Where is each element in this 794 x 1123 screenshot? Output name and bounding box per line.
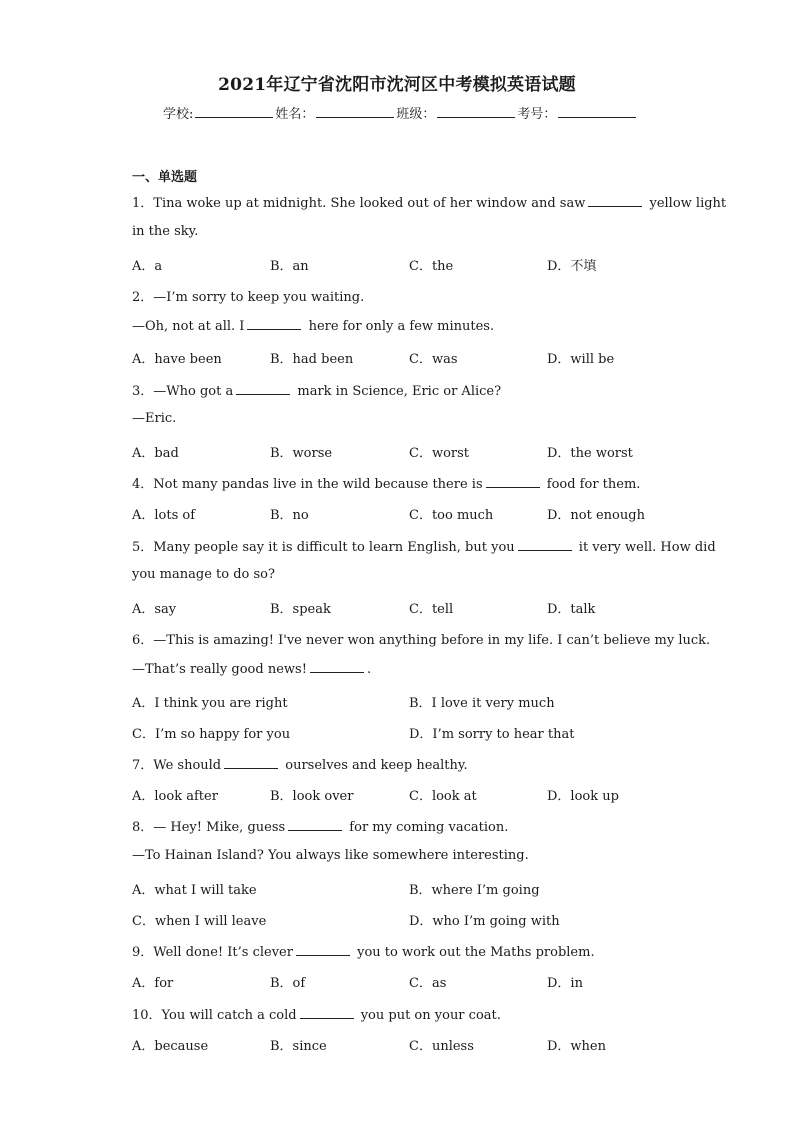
question-5-line-2 xyxy=(132,567,275,582)
question-8-line-1 xyxy=(132,816,508,835)
question-text: . xyxy=(366,662,372,677)
answer-blank xyxy=(486,475,540,488)
question-6-option-c[interactable]: C．I’m so happy for you xyxy=(132,727,291,742)
question-7-option-b[interactable]: B．look over xyxy=(270,789,354,804)
question-4-option-d[interactable]: D．not enough xyxy=(547,508,645,523)
question-6-line-2 xyxy=(132,660,371,677)
answer-blank xyxy=(310,660,364,673)
id-field[interactable] xyxy=(558,103,636,118)
question-text: in the sky. xyxy=(132,224,199,239)
question-10-option-c[interactable]: C．unless xyxy=(409,1039,474,1054)
question-5-option-c[interactable]: C．tell xyxy=(409,602,454,617)
question-6-option-b[interactable]: B．I love it very much xyxy=(409,696,555,711)
question-9-line-1 xyxy=(132,941,595,960)
question-7-option-c[interactable]: C．look at xyxy=(409,789,477,804)
question-9-option-a[interactable]: A．for xyxy=(132,976,174,991)
question-text: you put on your coat. xyxy=(356,1008,501,1023)
question-9-option-d[interactable]: D．in xyxy=(547,976,583,991)
answer-blank xyxy=(236,382,290,395)
question-text: you to work out the Maths problem. xyxy=(352,945,595,960)
question-9-option-c[interactable]: C．as xyxy=(409,976,447,991)
question-10-option-d[interactable]: D．when xyxy=(547,1039,606,1054)
class-label: 班级： xyxy=(396,107,436,122)
page-title: 2021年辽宁省沈阳市沈河区中考模拟英语试题 xyxy=(218,75,576,95)
question-text: food for them. xyxy=(542,477,641,492)
question-2-line-2 xyxy=(132,317,494,334)
question-text: 4．Not many pandas live in the wild because there is xyxy=(132,477,483,492)
question-3-line-2 xyxy=(132,411,176,426)
answer-blank xyxy=(288,818,342,831)
answer-blank xyxy=(300,1006,354,1019)
question-text: —To Hainan Island? You always like somewhere interesting. xyxy=(132,848,529,863)
answer-blank xyxy=(247,317,301,330)
question-text: 1．Tina woke up at midnight. She looked out of her window and saw xyxy=(132,196,586,211)
question-8-line-2 xyxy=(132,848,529,863)
question-text: yellow light xyxy=(645,196,727,211)
answer-blank xyxy=(518,538,572,551)
question-2-option-b[interactable]: B．had been xyxy=(270,352,354,367)
question-5-option-d[interactable]: D．talk xyxy=(547,602,596,617)
question-4-option-b[interactable]: B．no xyxy=(270,508,309,523)
question-3-line-1 xyxy=(132,380,501,399)
question-4-line-1 xyxy=(132,473,640,492)
student-info-row xyxy=(163,103,638,122)
question-4-option-a[interactable]: A．lots of xyxy=(132,508,196,523)
question-text: here for only a few minutes. xyxy=(304,319,495,334)
question-1-option-d[interactable]: D．不填 xyxy=(547,259,597,274)
question-8-option-d[interactable]: D．who I’m going with xyxy=(409,914,560,929)
section-heading: 一、单选题 xyxy=(132,170,198,185)
question-text: 2．—I’m sorry to keep you waiting. xyxy=(132,290,365,305)
question-6-line-1 xyxy=(132,629,710,648)
question-text: 6．—This is amazing! I've never won anything before in my life. I can’t believe my luck. xyxy=(132,633,711,648)
question-1-option-c[interactable]: C．the xyxy=(409,259,454,274)
question-text: 8．— Hey! Mike, guess xyxy=(132,820,286,835)
question-text: 10．You will catch a cold xyxy=(132,1008,297,1023)
school-field[interactable] xyxy=(195,103,273,118)
question-4-option-c[interactable]: C．too much xyxy=(409,508,494,523)
question-6-option-d[interactable]: D．I’m sorry to hear that xyxy=(409,727,575,742)
question-3-option-c[interactable]: C．worst xyxy=(409,446,470,461)
id-label: 考号： xyxy=(517,107,557,122)
question-10-option-b[interactable]: B．since xyxy=(270,1039,327,1054)
question-2-line-1 xyxy=(132,286,364,305)
question-5-option-b[interactable]: B．speak xyxy=(270,602,331,617)
question-2-option-d[interactable]: D．will be xyxy=(547,352,615,367)
answer-blank xyxy=(588,194,642,207)
question-text: for my coming vacation. xyxy=(345,820,509,835)
question-3-option-b[interactable]: B．worse xyxy=(270,446,333,461)
question-2-option-c[interactable]: C．was xyxy=(409,352,458,367)
question-7-line-1 xyxy=(132,754,468,773)
question-text: ourselves and keep healthy. xyxy=(281,758,468,773)
question-3-option-d[interactable]: D．the worst xyxy=(547,446,633,461)
question-text: —That’s really good news! xyxy=(132,662,307,677)
name-field[interactable] xyxy=(316,103,394,118)
answer-blank xyxy=(296,943,350,956)
question-text: it very well. How did xyxy=(574,540,716,555)
question-text: you manage to do so? xyxy=(132,567,275,582)
name-label: 姓名： xyxy=(275,107,315,122)
question-10-line-1 xyxy=(132,1004,501,1023)
school-label: 学校: xyxy=(163,107,194,122)
answer-blank xyxy=(224,756,278,769)
question-text: 9．Well done! It’s clever xyxy=(132,945,293,960)
question-8-option-a[interactable]: A．what I will take xyxy=(132,883,257,898)
question-text: 7．We should xyxy=(132,758,222,773)
class-field[interactable] xyxy=(437,103,515,118)
question-1-line-1 xyxy=(132,192,726,211)
question-text: mark in Science, Eric or Alice? xyxy=(293,384,502,399)
question-5-option-a[interactable]: A．say xyxy=(132,602,177,617)
question-text: —Oh, not at all. I xyxy=(132,319,245,334)
question-8-option-b[interactable]: B．where I’m going xyxy=(409,883,540,898)
question-text: —Eric. xyxy=(132,411,177,426)
question-9-option-b[interactable]: B．of xyxy=(270,976,306,991)
question-text: 3．—Who got a xyxy=(132,384,234,399)
question-5-line-1 xyxy=(132,536,716,555)
question-6-option-a[interactable]: A．I think you are right xyxy=(132,696,288,711)
question-7-option-a[interactable]: A．look after xyxy=(132,789,218,804)
question-7-option-d[interactable]: D．look up xyxy=(547,789,619,804)
question-text: 5．Many people say it is difficult to learn English, but you xyxy=(132,540,515,555)
question-2-option-a[interactable]: A．have been xyxy=(132,352,222,367)
question-1-line-2 xyxy=(132,224,198,239)
question-1-option-a[interactable]: A．a xyxy=(132,259,163,274)
question-3-option-a[interactable]: A．bad xyxy=(132,446,179,461)
question-1-option-b[interactable]: B．an xyxy=(270,259,309,274)
question-8-option-c[interactable]: C．when I will leave xyxy=(132,914,267,929)
question-10-option-a[interactable]: A．because xyxy=(132,1039,209,1054)
